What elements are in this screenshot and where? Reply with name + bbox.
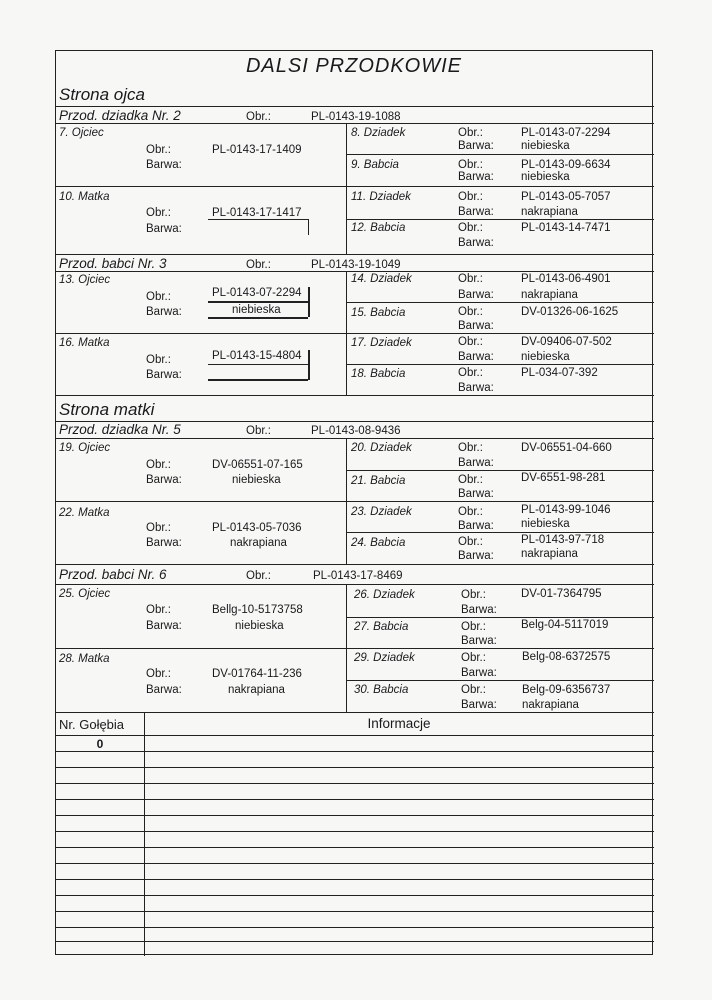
person-16-obr-label: Obr.:	[146, 354, 171, 366]
group-6-obr: PL-0143-17-8469	[313, 570, 403, 582]
person-12-barwa-label: Barwa:	[458, 237, 494, 249]
person-13-label: 13. Ojciec	[59, 274, 111, 286]
person-21-barwa-label: Barwa:	[458, 488, 494, 500]
person-29-obr: Belg-08-6372575	[522, 651, 611, 663]
person-8-label: 8. Dziadek	[351, 127, 406, 139]
person-20-barwa-label: Barwa:	[458, 457, 494, 469]
person-7-label: 7. Ojciec	[59, 127, 104, 139]
person-24-obr-label: Obr.:	[458, 536, 483, 548]
mother-side-heading: Strona matki	[59, 400, 155, 419]
person-22-label: 22. Matka	[59, 507, 110, 519]
person-25-barwa: niebieska	[235, 620, 284, 632]
person-24-obr: PL-0143-97-718	[521, 534, 605, 546]
person-15-obr-label: Obr.:	[458, 306, 483, 318]
person-22-barwa-label: Barwa:	[146, 537, 182, 549]
group-3-label: Przod. babci Nr. 3	[59, 256, 167, 271]
person-22-barwa: nakrapiana	[230, 537, 287, 549]
person-27-obr: Belg-04-5117019	[521, 619, 609, 631]
person-14-barwa-label: Barwa:	[458, 289, 494, 301]
person-25-obr-label: Obr.:	[146, 604, 171, 616]
person-7-obr: PL-0143-17-1409	[212, 144, 302, 156]
person-15-barwa-label: Barwa:	[458, 320, 494, 332]
person-21-obr-label: Obr.:	[458, 474, 483, 486]
person-17-obr-label: Obr.:	[458, 336, 483, 348]
person-9-barwa: niebieska	[521, 171, 570, 183]
person-23-barwa: niebieska	[521, 518, 570, 530]
person-25-obr: Bellg-10-5173758	[212, 604, 303, 616]
person-18-obr-label: Obr.:	[458, 367, 483, 379]
person-23-obr-label: Obr.:	[458, 506, 483, 518]
person-8-barwa-label: Barwa:	[458, 140, 494, 152]
person-19-label: 19. Ojciec	[59, 442, 111, 454]
person-18-label: 18. Babcia	[351, 368, 406, 380]
person-8-barwa: niebieska	[521, 140, 570, 152]
person-30-label: 30. Babcia	[354, 684, 409, 696]
person-10-obr-label: Obr.:	[146, 207, 171, 219]
person-25-label: 25. Ojciec	[59, 588, 111, 600]
person-11-barwa-label: Barwa:	[458, 206, 494, 218]
person-10-obr: PL-0143-17-1417	[212, 207, 302, 219]
person-30-barwa-label: Barwa:	[461, 699, 497, 711]
group-3-obr-label: Obr.:	[246, 259, 271, 271]
person-10-barwa-label: Barwa:	[146, 223, 182, 235]
group-5-obr-label: Obr.:	[246, 425, 271, 437]
info-col-information-header: Informacje	[367, 716, 431, 731]
person-14-label: 14. Dziadek	[351, 273, 412, 285]
person-11-obr-label: Obr.:	[458, 191, 483, 203]
person-29-barwa-label: Barwa:	[461, 667, 497, 679]
person-27-label: 27. Babcia	[354, 621, 409, 633]
person-27-obr-label: Obr.:	[461, 621, 486, 633]
person-13-barwa: niebieska	[232, 304, 281, 316]
person-30-barwa: nakrapiana	[522, 699, 579, 711]
person-28-obr: DV-01764-11-236	[212, 668, 302, 680]
person-21-obr: DV-6551-98-281	[521, 472, 606, 484]
person-30-obr-label: Obr.:	[461, 684, 486, 696]
person-22-obr-label: Obr.:	[146, 522, 171, 534]
person-11-obr: PL-0143-05-7057	[521, 191, 611, 203]
person-16-label: 16. Matka	[59, 337, 110, 349]
group-2-obr-label: Obr.:	[246, 111, 271, 123]
person-24-label: 24. Babcia	[351, 537, 406, 549]
pedigree-sheet	[55, 50, 653, 955]
person-17-barwa: niebieska	[521, 351, 570, 363]
person-19-obr-label: Obr.:	[146, 459, 171, 471]
person-27-barwa-label: Barwa:	[461, 635, 497, 647]
person-23-barwa-label: Barwa:	[458, 520, 494, 532]
group-2-obr: PL-0143-19-1088	[311, 111, 401, 123]
person-7-barwa-label: Barwa:	[146, 159, 182, 171]
person-16-obr: PL-0143-15-4804	[212, 350, 302, 362]
person-28-barwa: nakrapiana	[228, 684, 285, 696]
person-23-label: 23. Dziadek	[351, 506, 412, 518]
person-16-barwa-label: Barwa:	[146, 369, 182, 381]
person-8-obr-label: Obr.:	[458, 127, 483, 139]
person-13-obr: PL-0143-07-2294	[212, 287, 302, 299]
person-22-obr: PL-0143-05-7036	[212, 522, 302, 534]
person-25-barwa-label: Barwa:	[146, 620, 182, 632]
person-24-barwa-label: Barwa:	[458, 550, 494, 562]
person-23-obr: PL-0143-99-1046	[521, 504, 611, 516]
person-17-barwa-label: Barwa:	[458, 351, 494, 363]
info-first-pigeon-number: 0	[96, 737, 104, 751]
person-9-obr: PL-0143-09-6634	[521, 159, 611, 171]
person-12-obr-label: Obr.:	[458, 222, 483, 234]
person-21-label: 21. Babcia	[351, 475, 406, 487]
person-13-obr-label: Obr.:	[146, 291, 171, 303]
person-26-obr: DV-01-7364795	[521, 588, 602, 600]
person-26-obr-label: Obr.:	[461, 589, 486, 601]
person-12-label: 12. Babcia	[351, 222, 406, 234]
person-29-obr-label: Obr.:	[461, 652, 486, 664]
person-18-barwa-label: Barwa:	[458, 382, 494, 394]
group-5-obr: PL-0143-08-9436	[311, 425, 401, 437]
person-13-barwa-label: Barwa:	[146, 306, 182, 318]
info-col-pigeon-header: Nr. Gołębia	[59, 717, 125, 732]
person-14-obr-label: Obr.:	[458, 273, 483, 285]
group-6-obr-label: Obr.:	[246, 570, 271, 582]
group-6-label: Przod. babci Nr. 6	[59, 567, 167, 582]
person-29-label: 29. Dziadek	[354, 652, 415, 664]
group-5-label: Przod. dziadka Nr. 5	[59, 422, 181, 437]
page-title: DALSI PRZODKOWIE	[245, 55, 463, 77]
person-19-barwa-label: Barwa:	[146, 474, 182, 486]
person-17-obr: DV-09406-07-502	[521, 336, 612, 348]
person-30-obr: Belg-09-6356737	[522, 684, 611, 696]
person-8-obr: PL-0143-07-2294	[521, 127, 611, 139]
person-26-barwa-label: Barwa:	[461, 604, 497, 616]
person-15-obr: DV-01326-06-1625	[521, 306, 619, 318]
person-9-barwa-label: Barwa:	[458, 171, 494, 183]
person-20-obr: DV-06551-04-660	[521, 442, 612, 454]
person-20-label: 20. Dziadek	[351, 442, 412, 454]
person-9-obr-label: Obr.:	[458, 159, 483, 171]
person-20-obr-label: Obr.:	[458, 442, 483, 454]
person-19-barwa: niebieska	[232, 474, 281, 486]
group-2-label: Przod. dziadka Nr. 2	[59, 108, 181, 123]
person-9-label: 9. Babcia	[351, 159, 399, 171]
person-11-label: 11. Dziadek	[351, 191, 411, 203]
person-24-barwa: nakrapiana	[521, 548, 578, 560]
father-side-heading: Strona ojca	[59, 85, 145, 104]
person-14-barwa: nakrapiana	[521, 289, 578, 301]
person-10-label: 10. Matka	[59, 191, 110, 203]
person-18-obr: PL-034-07-392	[521, 367, 598, 379]
person-7-obr-label: Obr.:	[146, 144, 171, 156]
person-17-label: 17. Dziadek	[351, 337, 412, 349]
person-14-obr: PL-0143-06-4901	[521, 273, 611, 285]
person-28-obr-label: Obr.:	[146, 668, 171, 680]
group-3-obr: PL-0143-19-1049	[311, 259, 401, 271]
person-28-label: 28. Matka	[59, 653, 110, 665]
person-28-barwa-label: Barwa:	[146, 684, 182, 696]
person-26-label: 26. Dziadek	[354, 589, 415, 601]
person-19-obr: DV-06551-07-165	[212, 459, 303, 471]
person-12-obr: PL-0143-14-7471	[521, 222, 611, 234]
person-15-label: 15. Babcia	[351, 307, 406, 319]
person-11-barwa: nakrapiana	[521, 206, 578, 218]
